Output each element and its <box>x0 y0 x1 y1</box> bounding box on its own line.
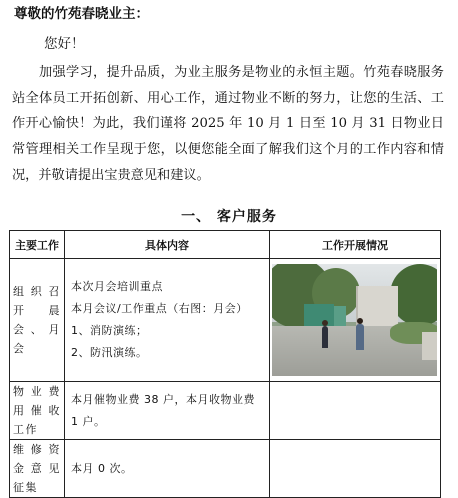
status-cell <box>270 259 441 382</box>
content-line: 本月会议/工作重点（右图：月会） <box>71 302 248 315</box>
table-header: 具体内容 <box>65 231 270 259</box>
work-cell: 组织召开晨会、月会 <box>10 259 65 382</box>
greeting: 您好！ <box>44 36 85 52</box>
content-line: 1、消防演练； <box>71 324 148 337</box>
table-header: 工作开展情况 <box>270 231 441 259</box>
content-cell <box>65 440 270 498</box>
intro-paragraph: 加强学习，提升品质，为业主服务是物业的永恒主题。竹苑春晓服务站全体员工开拓创新、用心工作，通过物业不断的努力，让您的生活、工作开心愉快！为此，我们谨将 2025 年 10 月 1 日至 10 月 31 日物业日常管理相关工作呈现于您，以便您能全面了解我们这个月的工作内容和情况，并敬请提出宝贵意见和建议。 <box>12 65 444 183</box>
status-cell <box>270 440 441 498</box>
content-cell <box>65 382 270 440</box>
work-cell: 物业费用催收工作 <box>10 382 65 440</box>
content-line: 本次月会培训重点 <box>71 280 163 293</box>
content-line: 本月 0 次。 <box>71 461 133 475</box>
table-header-row <box>10 231 441 259</box>
meeting-photo <box>272 264 437 376</box>
salutation: 尊敬的竹苑春晓业主： <box>14 6 149 22</box>
content-cell <box>65 259 270 382</box>
content-line: 本月催物业费 38 户，本月收物业费 1 户。 <box>71 392 255 428</box>
table-header: 主要工作 <box>10 231 65 259</box>
section-title: 一、 客户服务 <box>181 209 277 225</box>
content-line: 2、防汛演练。 <box>71 346 148 359</box>
table-row <box>10 382 441 440</box>
table-row <box>10 259 441 382</box>
table-row <box>10 440 441 498</box>
customer-service-table <box>9 230 441 498</box>
work-cell: 维修资金意见征集 <box>10 440 65 498</box>
status-cell <box>270 382 441 440</box>
